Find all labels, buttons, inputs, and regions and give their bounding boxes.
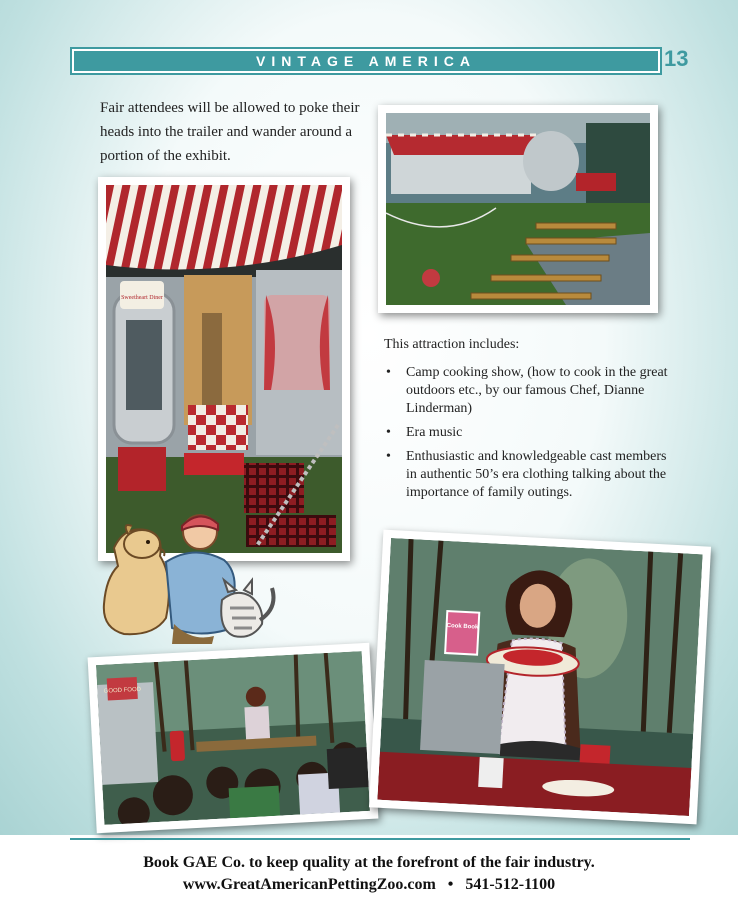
trailer-sign-text: Sweetheart Diner	[121, 295, 163, 301]
cartoon-boy-dog-cat-illustration	[94, 508, 280, 644]
phone-number: 541-512-1100	[465, 876, 556, 893]
intro-paragraph: Fair attendees will be allowed to poke their heads into the trailer and wander around a portion of the exhibit.	[100, 100, 360, 164]
website-link[interactable]: www.GreatAmericanPettingZoo.com	[182, 876, 436, 893]
cookbook-label: Cook Book	[446, 623, 479, 631]
trailer-interior-photo	[98, 177, 350, 561]
cooking-show-audience-photo	[88, 643, 379, 834]
section-header-bar	[70, 47, 662, 75]
bullet: •	[386, 449, 391, 464]
includes-list	[384, 364, 674, 502]
good-food-sign: GOOD FOOD	[103, 686, 142, 695]
chef-cooking-photo	[369, 530, 711, 825]
bullet: •	[386, 425, 391, 440]
footer-separator: •	[447, 876, 454, 893]
list-item: • Era music	[386, 425, 463, 440]
list-item: • Camp cooking show, (how to cook in the great outdoors etc., by our famous Chef, Dianne Linderman)	[386, 365, 668, 416]
bullet: •	[386, 365, 391, 380]
footer-contact	[0, 874, 738, 896]
includes-heading: This attraction includes:	[384, 337, 520, 352]
list-item: • Enthusiastic and knowledgeable cast members in authentic 50’s era clothing talking about the importance of family outings.	[386, 449, 667, 500]
section-title: VINTAGE AMERICA	[256, 53, 476, 69]
exhibit-overview-photo	[378, 105, 658, 313]
footer-divider	[70, 838, 690, 840]
page-number: 13	[664, 46, 689, 71]
footer	[0, 852, 738, 896]
footer-tagline: Book GAE Co. to keep quality at the forefront of the fair industry.	[143, 854, 595, 871]
attraction-includes	[384, 336, 674, 508]
